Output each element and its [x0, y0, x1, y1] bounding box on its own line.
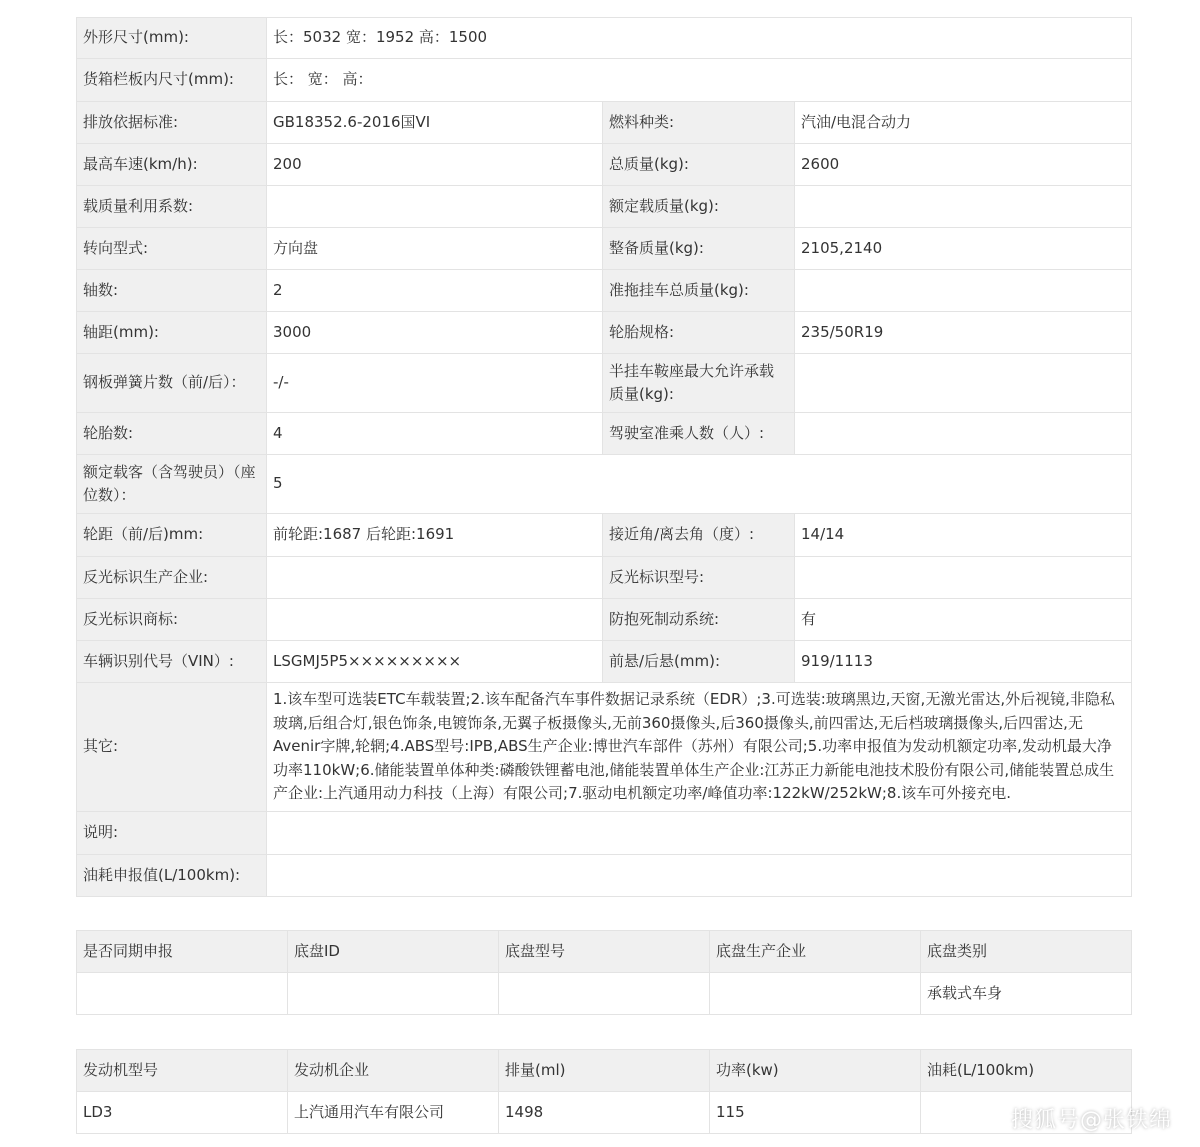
spec-label: 燃料种类: — [603, 102, 795, 144]
spec-value — [795, 186, 1132, 228]
spec-label: 反光标识型号: — [603, 557, 795, 599]
spec-row — [77, 455, 1132, 514]
chassis-header-cell: 是否同期申报 — [77, 931, 288, 973]
spec-value — [795, 413, 1132, 455]
spec-row — [77, 144, 1132, 186]
spec-label: 轮胎数: — [77, 413, 267, 455]
engine-header-cell: 油耗(L/100km) — [921, 1050, 1132, 1092]
spec-row — [77, 312, 1132, 354]
engine-value-cell: 上汽通用汽车有限公司 — [288, 1092, 499, 1134]
chassis-header-cell: 底盘ID — [288, 931, 499, 973]
spec-value: 汽油/电混合动力 — [795, 102, 1132, 144]
spec-value: 200 — [267, 144, 603, 186]
spec-label: 其它: — [77, 683, 267, 812]
spec-label: 防抱死制动系统: — [603, 599, 795, 641]
spec-label: 排放依据标准: — [77, 102, 267, 144]
chassis-header-cell: 底盘型号 — [499, 931, 710, 973]
spec-value: 2105,2140 — [795, 228, 1132, 270]
spec-label: 车辆识别代号（VIN）: — [77, 641, 267, 683]
chassis-header-row — [77, 931, 1132, 973]
spec-value: 5 — [267, 455, 1132, 514]
spec-row — [77, 59, 1132, 102]
spec-label: 外形尺寸(mm): — [77, 18, 267, 59]
chassis-value-row — [77, 973, 1132, 1015]
spec-row — [77, 514, 1132, 557]
spec-value: 919/1113 — [795, 641, 1132, 683]
engine-value-cell: LD3 — [77, 1092, 288, 1134]
spec-label: 油耗申报值(L/100km): — [77, 855, 267, 897]
spec-label: 轮胎规格: — [603, 312, 795, 354]
spec-label: 最高车速(km/h): — [77, 144, 267, 186]
spec-value: 有 — [795, 599, 1132, 641]
engine-header-cell: 排量(ml) — [499, 1050, 710, 1092]
chassis-value-cell — [288, 973, 499, 1015]
spec-row — [77, 855, 1132, 897]
chassis-value-cell — [77, 973, 288, 1015]
chassis-value-cell — [710, 973, 921, 1015]
spec-label: 整备质量(kg): — [603, 228, 795, 270]
spec-label: 转向型式: — [77, 228, 267, 270]
spec-value — [795, 354, 1132, 413]
spec-value: 3000 — [267, 312, 603, 354]
engine-value-row — [77, 1092, 1132, 1134]
spec-value — [267, 186, 603, 228]
engine-header-cell: 功率(kw) — [710, 1050, 921, 1092]
spec-value — [267, 557, 603, 599]
spec-value: 4 — [267, 413, 603, 455]
spec-row — [77, 557, 1132, 599]
spec-value: 14/14 — [795, 514, 1132, 557]
spec-label: 接近角/离去角（度）: — [603, 514, 795, 557]
engine-header-cell: 发动机型号 — [77, 1050, 288, 1092]
spec-label: 驾驶室准乘人数（人）: — [603, 413, 795, 455]
spec-label: 额定载客（含驾驶员）（座位数）： — [77, 455, 267, 514]
watermark-text: 搜狐号@张铁绵 — [1010, 1108, 1172, 1133]
spec-row — [77, 354, 1132, 413]
spec-value — [267, 812, 1132, 855]
engine-header-row — [77, 1050, 1132, 1092]
chassis-value-cell — [499, 973, 710, 1015]
spec-row — [77, 812, 1132, 855]
spec-value — [795, 557, 1132, 599]
chassis-header-cell: 底盘类别 — [921, 931, 1132, 973]
spec-label: 反光标识商标: — [77, 599, 267, 641]
engine-value-cell: 115 — [710, 1092, 921, 1134]
spec-row — [77, 18, 1132, 59]
spec-label: 轮距（前/后)mm: — [77, 514, 267, 557]
spec-row — [77, 186, 1132, 228]
spec-label: 轴数: — [77, 270, 267, 312]
chassis-header-cell: 底盘生产企业 — [710, 931, 921, 973]
engine-table — [76, 1049, 1132, 1134]
spec-value: -/- — [267, 354, 603, 413]
spec-label: 反光标识生产企业: — [77, 557, 267, 599]
spec-label: 半挂车鞍座最大允许承载质量(kg): — [603, 354, 795, 413]
spec-value: 2 — [267, 270, 603, 312]
spec-value: 长： 宽： 高： — [267, 59, 1132, 102]
spec-label: 额定载质量(kg): — [603, 186, 795, 228]
spec-label: 轴距(mm): — [77, 312, 267, 354]
spec-value: LSGMJ5P5××××××××× — [267, 641, 603, 683]
spec-row — [77, 683, 1132, 812]
spec-row — [77, 102, 1132, 144]
spec-value: 前轮距:1687 后轮距:1691 — [267, 514, 603, 557]
spec-label: 钢板弹簧片数（前/后）： — [77, 354, 267, 413]
spec-label: 准拖挂车总质量(kg): — [603, 270, 795, 312]
spec-value: 2600 — [795, 144, 1132, 186]
spec-row — [77, 413, 1132, 455]
spec-label: 说明: — [77, 812, 267, 855]
spec-value: 方向盘 — [267, 228, 603, 270]
engine-value-cell: 1498 — [499, 1092, 710, 1134]
spec-row — [77, 599, 1132, 641]
spec-value: GB18352.6-2016国VI — [267, 102, 603, 144]
spec-value — [267, 855, 1132, 897]
spec-value: 235/50R19 — [795, 312, 1132, 354]
spec-value — [267, 599, 603, 641]
spec-row — [77, 641, 1132, 683]
spec-label: 货箱栏板内尺寸(mm): — [77, 59, 267, 102]
spec-label: 前悬/后悬(mm): — [603, 641, 795, 683]
chassis-table — [76, 930, 1132, 1015]
vehicle-spec-table — [76, 17, 1132, 897]
engine-header-cell: 发动机企业 — [288, 1050, 499, 1092]
spec-row — [77, 228, 1132, 270]
spec-row — [77, 270, 1132, 312]
spec-value — [795, 270, 1132, 312]
spec-value: 长：5032 宽：1952 高：1500 — [267, 18, 1132, 59]
spec-label: 载质量利用系数: — [77, 186, 267, 228]
chassis-value-cell: 承载式车身 — [921, 973, 1132, 1015]
spec-label: 总质量(kg): — [603, 144, 795, 186]
spec-value: 1.该车型可选装ETC车载装置;2.该车配备汽车事件数据记录系统（EDR）;3.可选装:玻璃黑边,天窗,无激光雷达,外后视镜,非隐私玻璃,后组合灯,银色饰条,电镀饰条,无翼子板摄像头,无前360摄像头,后360摄像头,前四雷达,无后档玻璃摄像头,后四雷达,无Avenir字牌,轮辋;4.ABS型号:IPB,ABS生产企业:博世汽车部件（苏州）有限公司;5.功率申报值为发动机额定功率,发动机最大净功率110kW;6.储能装置单体种类:磷酸铁锂蓄电池,储能装置单体生产企业:江苏正力新能电池技术股份有限公司,储能装置总成生产企业:上汽通用动力科技（上海）有限公司;7.驱动电机额定功率/峰值功率:122kW/252kW;8.该车可外接充电. — [267, 683, 1132, 812]
